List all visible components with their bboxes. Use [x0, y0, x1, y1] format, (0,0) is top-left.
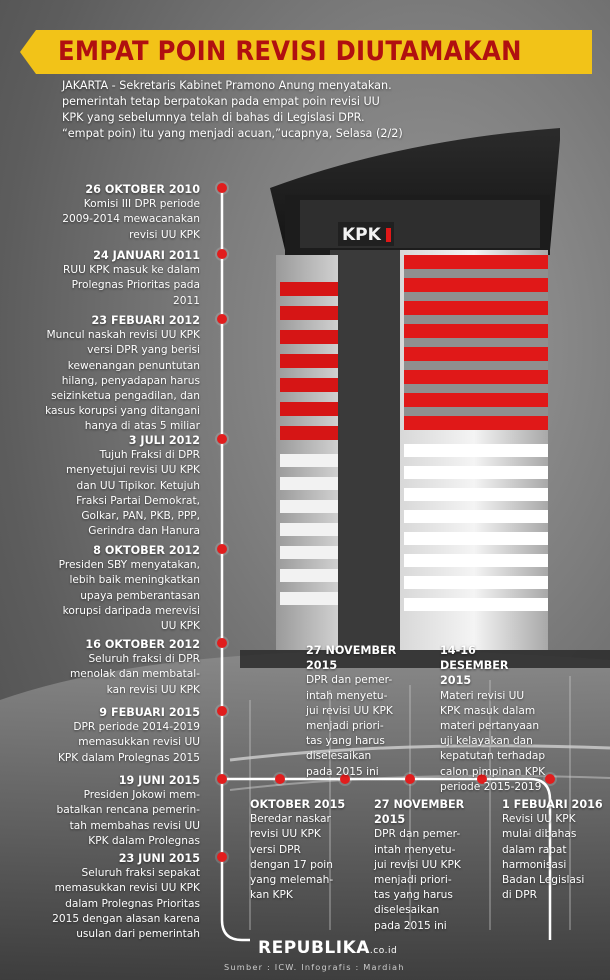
lead-line: KPK yang sebelumnya telah di bahas di Legislasi DPR.: [62, 111, 365, 124]
timeline-dot: [275, 774, 285, 784]
event-text: UU KPK: [160, 620, 200, 633]
timeline-event: [45, 313, 200, 435]
event-date: 1 FEBUARI 2016: [502, 798, 603, 811]
timeline-dot: [217, 314, 227, 324]
event-date: 24 JANUARI 2011: [93, 249, 200, 262]
event-text: Komisi III DPR periode: [83, 198, 200, 211]
lead-line: JAKARTA - Sekretaris Kabinet Pramono Anung menyatakan.: [62, 79, 392, 92]
event-text: calon pimpinan KPK: [440, 765, 546, 778]
event-text: diselesaikan: [306, 750, 372, 763]
event-date: 8 OKTOBER 2012: [93, 544, 200, 557]
event-text: Golkar, PAN, PKB, PPP,: [81, 510, 200, 523]
event-date: 27 NOVEMBER 2015: [306, 644, 397, 673]
event-text: hanya di atas 5 miliar: [84, 420, 200, 433]
event-text: tah membahas revisi UU: [69, 819, 200, 832]
event-text: KPK dalam Prolegnas 2015: [57, 751, 200, 764]
event-text: Seluruh fraksi sepakat: [81, 867, 200, 880]
event-text: menolak dan membatal-: [69, 668, 200, 681]
event-text: tas yang harus: [374, 889, 453, 902]
event-text: mulai dibahas: [502, 828, 577, 841]
timeline-event: [59, 543, 200, 634]
event-text: Prolegnas Prioritas pada: [71, 279, 200, 292]
event-text: lebih baik meningkatkan: [69, 574, 200, 587]
event-text: Tujuh Fraksi di DPR: [99, 449, 200, 462]
event-text: upaya pemberantasan: [80, 589, 200, 602]
event-text: 2011: [173, 294, 200, 307]
event-text: hilang, penyadapan harus: [61, 374, 200, 387]
event-text: periode 2015-2019: [440, 780, 542, 793]
event-text: kan KPK: [250, 889, 293, 902]
timeline-dot: [217, 774, 227, 784]
timeline-event: [57, 773, 201, 849]
event-text: memasukkan revisi UU KPK: [54, 882, 200, 895]
event-text: dalam Prolegnas Prioritas: [65, 897, 200, 910]
event-text: batalkan rencana pemerin-: [56, 804, 200, 817]
event-text: materi pertanyaan: [440, 720, 540, 733]
event-text: usulan dari pemerintah: [76, 928, 200, 941]
timeline-dot: [217, 852, 227, 862]
event-date: 27 NOVEMBER 2015: [374, 798, 465, 827]
lead-paragraph: [62, 78, 602, 142]
timeline-dot: [217, 544, 227, 554]
event-text: RUU KPK masuk ke dalam: [62, 264, 200, 277]
event-text: Materi revisi UU: [440, 689, 525, 702]
event-text: di DPR: [502, 889, 537, 902]
timeline-event: [502, 797, 603, 903]
event-text: korupsi daripada merevisi: [62, 604, 200, 617]
event-text: Beredar naskar: [250, 813, 331, 826]
event-text: kewenangan penuntutan: [67, 359, 200, 372]
event-text: jui revisi UU KPK: [306, 704, 393, 717]
event-text: KPK masuk dalam: [440, 704, 536, 717]
event-text: jui revisi UU KPK: [374, 858, 461, 871]
timeline-event: [440, 643, 545, 795]
logo-suffix: .co.id: [369, 946, 398, 956]
event-date: 14-16 DESEMBER 2015: [440, 644, 509, 688]
event-text: pada 2015 ini: [374, 919, 447, 932]
page-title: EMPAT POIN REVISI DIUTAMAKAN: [58, 36, 522, 67]
timeline-dot: [217, 183, 227, 193]
timeline-event: [70, 637, 200, 698]
event-date: 3 JULI 2012: [128, 434, 200, 447]
event-text: Badan Legislasi: [502, 874, 585, 887]
event-text: Presiden Jokowi mem-: [83, 789, 200, 802]
timeline-dot: [545, 774, 555, 784]
timeline-dot: [217, 638, 227, 648]
event-text: Gerindra dan Hanura: [88, 525, 200, 538]
timeline-dot: [217, 249, 227, 259]
event-text: Seluruh fraksi di DPR: [88, 653, 200, 666]
event-text: Muncul naskah revisi UU KPK: [46, 329, 200, 342]
timeline-event: [250, 797, 345, 903]
logo-text: REPUBLIKA: [258, 938, 370, 958]
event-text: revisi UU KPK: [129, 228, 200, 241]
event-text: harmonisasi: [502, 858, 567, 871]
svg-text:KPK: KPK: [342, 225, 381, 245]
timeline-dot: [217, 434, 227, 444]
timeline-event: [66, 433, 200, 539]
timeline-dot: [405, 774, 415, 784]
event-text: 2015 dengan alasan karena: [52, 912, 200, 925]
timeline-event: [52, 851, 200, 942]
event-text: uji kelayakan dan: [440, 735, 533, 748]
event-text: seizinketua pengadilan, dan: [51, 390, 200, 403]
event-text: Fraksi Partai Demokrat,: [76, 494, 200, 507]
event-text: tas yang harus: [306, 735, 385, 748]
event-date: OKTOBER 2015: [250, 798, 346, 811]
timeline-event: [374, 797, 474, 934]
event-text: revisi UU KPK: [250, 828, 321, 841]
event-text: menjadi priori-: [374, 874, 452, 887]
lead-line: “empat poin) itu yang menjadi acuan,”ucapnya, Selasa (2/2): [62, 127, 403, 140]
event-text: yang melemah-: [250, 874, 334, 887]
event-text: intah menyetu-: [374, 843, 456, 856]
event-text: kan revisi UU KPK: [106, 683, 200, 696]
event-text: KPK dalam Prolegnas: [88, 834, 200, 847]
event-date: 9 FEBUARI 2015: [99, 706, 200, 719]
event-text: dan UU Tipikor. Ketujuh: [76, 479, 200, 492]
timeline-dot: [217, 706, 227, 716]
event-text: versi DPR: [250, 843, 301, 856]
kpk-sign: [338, 222, 394, 246]
timeline-event: [306, 643, 406, 780]
event-text: Presiden SBY menyatakan,: [58, 559, 200, 572]
event-text: memasukkan revisi UU: [78, 736, 200, 749]
event-text: menjadi priori-: [306, 720, 384, 733]
event-text: intah menyetu-: [306, 689, 388, 702]
event-date: 23 JUNI 2015: [118, 852, 200, 865]
event-text: DPR dan pemer-: [374, 828, 461, 841]
event-text: kepatutan terhadap: [440, 750, 546, 763]
lead-line: pemerintah tetap berpatokan pada empat poin revisi UU: [62, 95, 380, 108]
republika-logo: [258, 938, 397, 958]
event-text: versi DPR yang berisi: [87, 344, 200, 357]
event-text: dalam rapat: [502, 843, 567, 856]
event-date: 16 OKTOBER 2012: [85, 638, 200, 651]
event-text: DPR periode 2014-2019: [73, 721, 200, 734]
source-credit: Sumber : ICW. Infografis : Mardiah: [224, 962, 405, 972]
event-text: kasus korupsi yang ditangani: [45, 405, 200, 418]
event-date: 19 JUNI 2015: [118, 774, 200, 787]
event-text: 2009-2014 mewacanakan: [62, 213, 200, 226]
event-text: diselesaikan: [374, 904, 440, 917]
event-date: 26 OKTOBER 2010: [85, 183, 200, 196]
event-text: Revisi UU KPK: [502, 813, 576, 826]
event-text: pada 2015 ini: [306, 765, 379, 778]
event-date: 23 FEBUARI 2012: [91, 314, 200, 327]
event-text: menyetujui revisi UU KPK: [65, 464, 200, 477]
timeline-event: [63, 248, 200, 309]
timeline-event: [62, 182, 200, 243]
timeline-event: [58, 705, 200, 766]
event-text: dengan 17 poin: [250, 858, 333, 871]
event-text: DPR dan pemer-: [306, 674, 393, 687]
